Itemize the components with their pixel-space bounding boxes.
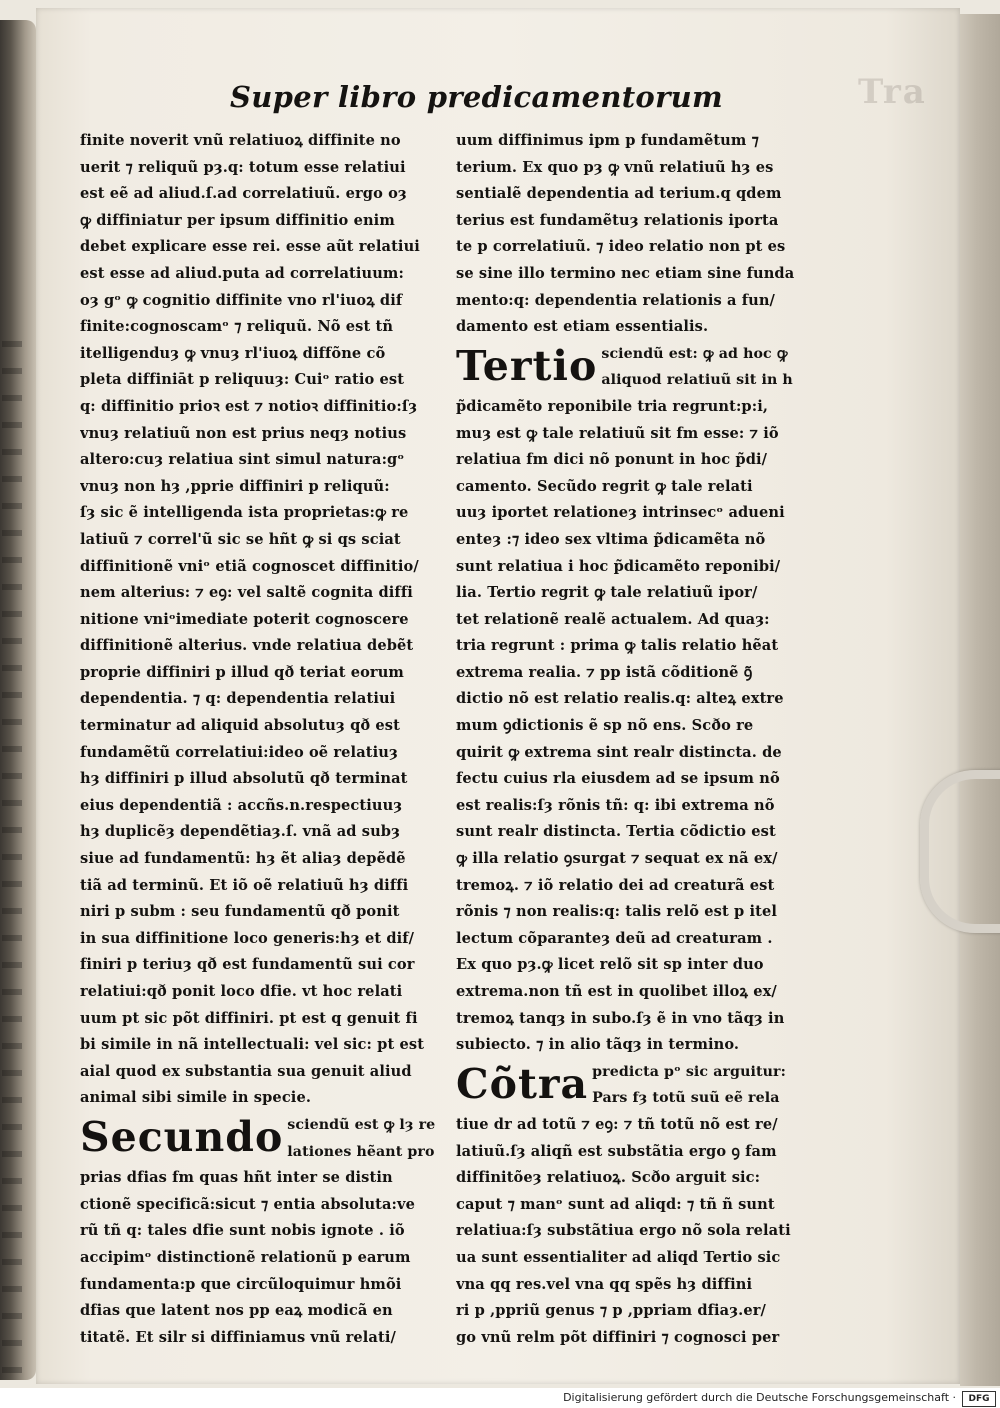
text-line: p̃dicamẽto reponibile tria regrunt:p:i, — [456, 397, 769, 415]
right-paragraph-1 — [456, 128, 822, 341]
text-line: finiri p teriuȝ qð est fundamentũ sui cor — [80, 956, 415, 974]
text-line: lia. Tertio regrit ꝙ tale relatiuũ ipor/ — [456, 584, 758, 602]
text-line: vna qq res.vel vna qq spẽs hȝ diffini — [456, 1275, 753, 1293]
text-line: tet relationẽ realẽ actualem. Ad quaȝ: — [456, 610, 770, 628]
text-line: debet explicare esse rei. esse aũt relatiui — [80, 238, 420, 256]
text-line: ctionẽ specificã:sicut ⁊ entia absoluta:ve — [80, 1195, 416, 1213]
text-line: animal sibi simile in specie. — [80, 1089, 312, 1107]
heading-initial-word: Tertio — [456, 341, 598, 390]
text-line: titatẽ. Et silr si diffiniamus vnũ relati/ — [80, 1328, 396, 1346]
funding-credit: Digitalisierung gefördert durch die Deutsche Forschungsgemeinschaft · — [563, 1391, 956, 1404]
text-line: uuȝ iportet relationeȝ intrinsecᵒ adueni — [456, 504, 785, 522]
text-line: extrema.non tñ est in quolibet illoꝝ ex/ — [456, 983, 777, 1000]
text-line: lectum cõparanteȝ deũ ad creaturam . — [456, 929, 773, 947]
text-line: terium. Ex quo pȝ ꝙ vnũ relatiuũ hȝ es — [456, 158, 774, 176]
heading-initial-word: Secundo — [80, 1112, 284, 1161]
text-line: ꝙ illa relatio ꝯsurgat ⁊ sequat ex nã ex/ — [456, 850, 778, 868]
text-line: relatiui:qð ponit loco dfie. vt hoc relati — [80, 983, 403, 1000]
heading-side-lines — [592, 1059, 822, 1112]
text-line: itelligenduȝ ꝙ vnuȝ rl'iuoꝝ diffõne cõ — [80, 344, 386, 362]
text-column-left — [80, 128, 440, 1351]
text-line: fundamẽtũ correlatiui:ideo oẽ relatiuȝ — [80, 743, 398, 761]
text-line: sciendũ est: ꝙ ad hoc ꝙ — [601, 345, 788, 362]
text-line: tremoꝝ tanqȝ in subo.ſȝ ẽ in vno tãqȝ in — [456, 1009, 785, 1027]
text-line: vnuȝ relatiuũ non est prius neqȝ notius — [80, 424, 407, 442]
text-line: rõnis ⁊ non realis:q: talis relõ est p itel — [456, 903, 777, 921]
text-line: vnuȝ non hȝ ,pprie diffiniri p reliquũ: — [80, 477, 390, 495]
text-line: pleta diffiniāt p reliquuȝ: Cuiᵒ ratio est — [80, 371, 405, 389]
text-line: ꝙ diffiniatur per ipsum diffinitio enim — [80, 211, 395, 229]
text-line: Pars fȝ totũ suũ eẽ rela — [592, 1090, 780, 1107]
text-line: nem alterius: ⁊ eꝯ: vel saltẽ cognita diffi — [80, 584, 413, 602]
text-line: sentialẽ dependentia ad terium.q qdem — [456, 185, 782, 203]
text-line: Ex quo pȝ.ꝙ licet relõ sit sp inter duo — [456, 956, 764, 974]
text-line: sciendũ est ꝙ lȝ re — [287, 1116, 436, 1133]
text-line: est eẽ ad aliud.ſ.ad correlatiuũ. ergo oȝ — [80, 185, 407, 203]
bleed-through-header: Tra — [858, 72, 927, 112]
running-header: Super libro predicamentorum — [230, 80, 724, 114]
text-line: accipimᵒ distinctionẽ relationũ p earum — [80, 1248, 411, 1266]
text-line: relatiua fm dici nõ ponunt in hoc p̃di/ — [456, 451, 768, 469]
text-line: terminatur ad aliquid absolutuȝ qð est — [80, 717, 400, 735]
text-line: ſȝ sic ẽ intelligenda ista proprietas:ꝙ re — [80, 504, 409, 522]
heading-side-lines — [601, 341, 822, 394]
text-line: dictio nõ est relatio realis.q: alteꝝ extre — [456, 690, 784, 708]
text-line: quirit ꝙ extrema sint realr distincta. de — [456, 743, 782, 761]
text-line: uum pt sic põt diffiniri. pt est q genuit fi — [80, 1009, 418, 1027]
text-line: tria regrunt : prima ꝙ talis relatio hẽat — [456, 637, 779, 655]
text-line: muȝ est ꝙ tale relatiuũ sit fm esse: ⁊ iõ — [456, 424, 779, 442]
text-line: eius dependentiã : accñs.n.respectiuuȝ — [80, 796, 403, 814]
text-line: q: diffinitio prioꝛ est ⁊ notioꝛ diffinitio:ſȝ — [80, 397, 418, 415]
text-line: uum diffinimus ipm p fundamẽtum ⁊ — [456, 132, 759, 149]
text-line: damento est etiam essentialis. — [456, 318, 709, 336]
text-line: tiue dr ad totũ ⁊ eꝯ: ⁊ tñ totũ nõ est re/ — [456, 1115, 778, 1133]
text-line: ri p ,ppriũ genus ⁊ p ,ppriam dfiaȝ.er/ — [456, 1302, 766, 1320]
text-line: in sua diffinitione loco generis:hȝ et dif/ — [80, 929, 415, 947]
book-fore-edge — [960, 14, 1000, 1386]
text-line: altero:cuȝ relatiua sint simul natura:gᵒ — [80, 451, 405, 469]
text-line: mum ꝯdictionis ẽ sp nõ ens. Scðo re — [456, 717, 754, 735]
text-line: ua sunt essentialiter ad aliqd Tertio sic — [456, 1248, 781, 1266]
heading-initial-word: Cõtra — [456, 1059, 589, 1108]
text-line: fectu cuius rla eiusdem ad se ipsum nõ — [456, 770, 780, 788]
text-line: go vnũ relm põt diffiniri ⁊ cognosci per — [456, 1328, 780, 1346]
text-line: est esse ad aliud.puta ad correlatiuum: — [80, 264, 404, 282]
right-paragraph-2 — [456, 394, 822, 1059]
text-line: proprie diffiniri p illud qð teriat eorum — [80, 663, 404, 681]
text-line: diffinitionẽ vniᵒ etiã cognoscet diffinitio/ — [80, 557, 419, 575]
text-line: finite noverit vnũ relatiuoꝝ diffinite no — [80, 132, 401, 149]
dfg-logo: DFG — [962, 1391, 996, 1407]
text-line: fundamenta:p que circũloquimur hmõi — [80, 1275, 402, 1293]
text-line: diffinitõeȝ relatiuoꝝ. Scðo arguit sic: — [456, 1169, 761, 1187]
text-line: aial quod ex substantia sua genuit aliud — [80, 1062, 412, 1080]
text-line: prias dfias fm quas hñt inter se distin — [80, 1169, 393, 1187]
text-line: rũ tñ q: tales dfie sunt nobis ignote . iõ — [80, 1222, 405, 1240]
book-clasp — [920, 770, 1000, 933]
text-line: oȝ gᵒ ꝙ cognitio diffinite vno rl'iuoꝝ dif — [80, 291, 403, 309]
text-line: dependentia. ⁊ q: dependentia relatiui — [80, 690, 396, 708]
text-line: terius est fundamẽtuȝ relationis iporta — [456, 211, 779, 229]
text-line: sunt relatiua i hoc p̃dicamẽto reponibi/ — [456, 557, 781, 575]
text-line: bi simile in nã intellectuali: vel sic: pt est — [80, 1036, 425, 1054]
text-line: hȝ diffiniri p illud absolutũ qð terminat — [80, 770, 408, 788]
left-paragraph-1 — [80, 128, 440, 1112]
text-line: lationes hẽant pro — [287, 1143, 435, 1160]
text-line: extrema realia. ⁊ pp istã cõditionẽ ꝯ̃ — [456, 663, 753, 681]
text-line: relatiua:ſȝ substãtiua ergo nõ sola relati — [456, 1222, 791, 1240]
text-line: uerit ⁊ reliquũ pȝ.q: totum esse relatiui — [80, 158, 406, 176]
adjacent-page-edge — [0, 20, 36, 1380]
left-paragraph-2 — [80, 1165, 440, 1351]
section-heading-tertio — [456, 341, 822, 394]
text-column-right — [456, 128, 822, 1351]
text-line: diffinitionẽ alterius. vnde relatiua debẽt — [80, 637, 414, 655]
text-line: latiuũ ⁊ correl'ũ sic se hñt ꝙ si qs sciat — [80, 530, 401, 548]
section-heading-secundo — [80, 1112, 440, 1165]
text-line: siue ad fundamentũ: hȝ ẽt aliaȝ depẽdẽ — [80, 850, 406, 868]
text-line: tremoꝝ. ⁊ iõ relatio dei ad creaturã est — [456, 876, 775, 894]
text-line: nitione vniᵒimediate poterit cognoscere — [80, 610, 409, 628]
text-line: finite:cognoscamᵒ ⁊ reliquũ. Nõ est tñ — [80, 318, 394, 336]
text-line: caput ⁊ manᵒ sunt ad aliqd: ⁊ tñ ñ sunt — [456, 1195, 775, 1213]
text-line: subiecto. ⁊ in alio tãqȝ in termino. — [456, 1036, 740, 1054]
text-line: aliquod relatiuũ sit in h — [601, 372, 793, 389]
text-line: est realis:ſȝ rõnis tñ: q: ibi extrema nõ — [456, 796, 775, 814]
text-line: predicta pᵒ sic arguitur: — [592, 1063, 786, 1080]
text-line: hȝ duplicẽȝ dependẽtiaȝ.ſ. vnã ad subȝ — [80, 823, 401, 841]
text-line: te p correlatiuũ. ⁊ ideo relatio non pt es — [456, 238, 786, 256]
adjacent-page-text — [2, 320, 22, 1400]
section-heading-contra — [456, 1059, 822, 1112]
heading-side-lines — [287, 1112, 440, 1165]
text-line: niri p subm : seu fundamentũ qð ponit — [80, 903, 400, 921]
text-line: latiuũ.ſȝ aliqñ est substãtia ergo ꝯ fam — [456, 1142, 777, 1160]
text-line: se sine illo termino nec etiam sine funda — [456, 264, 795, 282]
right-paragraph-3 — [456, 1112, 822, 1351]
text-line: dfias que latent nos pp eaꝝ modicã en — [80, 1302, 393, 1320]
text-line: camento. Secũdo regrit ꝙ tale relati — [456, 477, 753, 495]
text-line: mento:q: dependentia relationis a fun/ — [456, 291, 775, 309]
text-line: sunt realr distincta. Tertia cõdictio est — [456, 823, 776, 841]
text-line: enteȝ :⁊ ideo sex vltima p̃dicamẽta nõ — [456, 530, 766, 548]
text-line: tiã ad terminũ. Et iõ oẽ relatiuũ hȝ diffi — [80, 876, 409, 894]
